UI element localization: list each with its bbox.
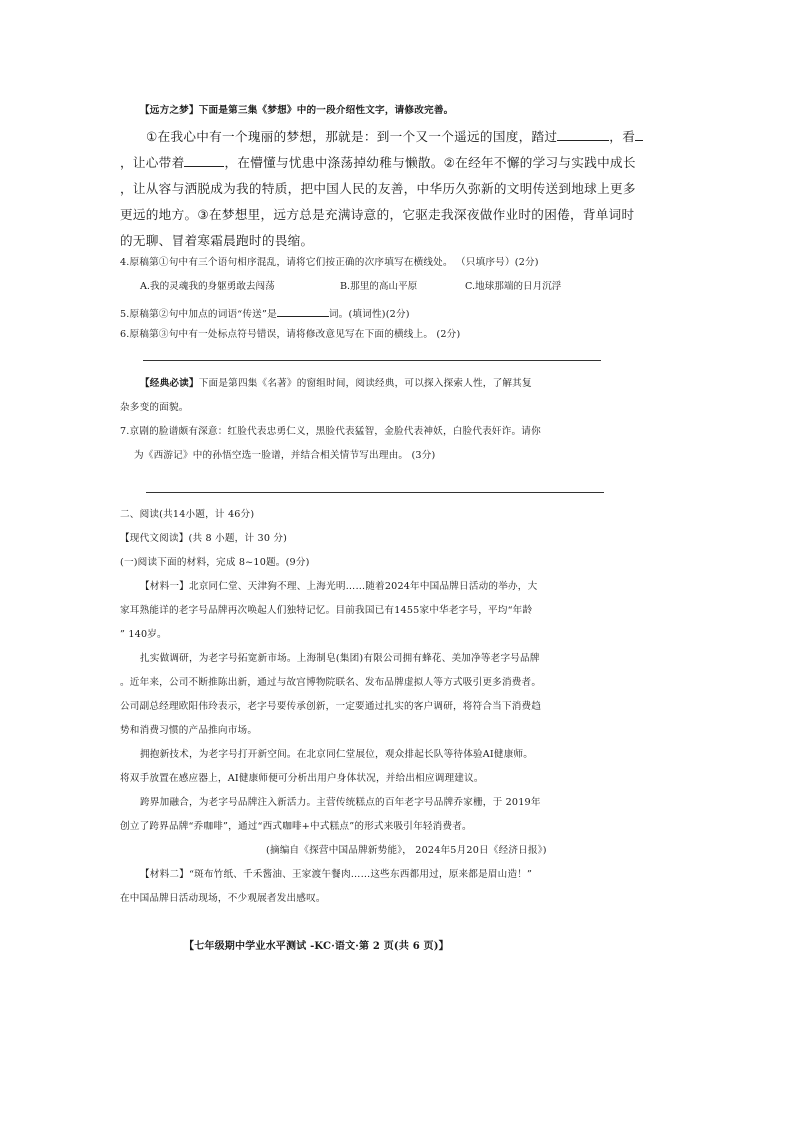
modern-reading-heading: 【现代文阅读】(共 8 小题，计 30 分): [120, 533, 288, 544]
material-1-source: (摘编自《探营中国品牌新势能》， 2024年5月20日《经济日报》): [266, 845, 547, 856]
part-2-heading: 二、阅读(共14小题，计 46分): [120, 509, 255, 520]
far-para-line-2: ，让心带着 ，在懵懂与忧患中涤荡掉幼稚与懒散。②在经年不懈的学习与实践中成长: [120, 155, 636, 170]
far-para-line-3: ，让从容与洒脱成为我的特质，把中国人民的友善，中华历久弥新的文明传送到地球上更多: [120, 181, 636, 196]
material-1-line-10: 跨界加融合，为老字号品牌注入新活力。主营传统糕点的百年老字号品牌乔家栅，于 2019年: [140, 797, 541, 808]
material-1-line-11: 创立了跨界品牌“乔咖啡”，通过“西式咖啡+中式糕点”的形式来吸引年轻消费者。: [120, 821, 472, 832]
far-para-line-5: 的无聊、冒着寒霜晨跑时的畏缩。: [120, 233, 314, 248]
answer-blank-2[interactable]: [635, 128, 643, 141]
material-1-line-5: 。近年来，公司不断推陈出新，通过与故宫博物院联名、发布品牌虚拟人等方式吸引更多消费者。: [120, 677, 542, 688]
question-4: 4.原稿第①句中有三个语句相序混乱，请将它们按正确的次序填写在横线处。 （只填序号）(2分): [120, 257, 539, 268]
material-1-line-3: ” 140岁。: [120, 629, 167, 640]
material-1-line-7: 势和消费习惯的产品推向市场。: [120, 725, 258, 736]
far-dream-title: 【远方之梦】: [140, 105, 199, 116]
q4-option-c: C.地球那端的日月沉浮: [465, 281, 562, 292]
material-2-line-1: 【材料二】“斑布竹纸、千禾酱油、王家渡午餐肉……这些东西都用过，原来都是眉山造！”: [140, 869, 533, 880]
q4-option-b: B.那里的高山平原: [340, 281, 418, 292]
reading-1-instruction: (一)阅读下面的材料，完成 8~10题。(9分): [120, 557, 310, 568]
classic-heading: [140, 377, 532, 391]
page-footer: 【七年级期中学业水平测试 -KC·语文·第 2 页(共 6 页)】: [184, 941, 449, 952]
far-para-line-1: ①在我心中有一个瑰丽的梦想，那就是：到一个又一个遥远的国度，踏过 ，看: [146, 128, 643, 146]
answer-blank-3[interactable]: [184, 154, 224, 167]
material-1-line-8: 拥抱新技术，为老字号打开新空间。在北京同仁堂展位，观众排起长队等待体验AI健康师。: [140, 749, 534, 760]
material-1-line-9: 将双手放置在感应器上，AI健康师便可分析出用户身体状况，并给出相应调理建议。: [120, 773, 484, 784]
material-1-line-2: 家耳熟能详的老字号品牌再次唤起人们独特记忆。目前我国已有1455家中华老字号，平均“年龄: [120, 605, 533, 616]
far-para-line-4: 更远的地方。③在梦想里，远方总是充满诗意的，它驱走我深夜做作业时的困倦，背单词时: [120, 207, 635, 222]
material-1-line-6: 公司副总经理欧阳伟玲表示，老字号要传承创新，一定要通过扎实的客户调研，将符合当下消费趋: [120, 701, 542, 712]
material-2-line-2: 在中国品牌日活动现场，不少观展者发出感叹。: [120, 893, 326, 904]
question-5: 5.原稿第②句中加点的词语“传送”是 词。(填词性)(2分): [120, 304, 410, 322]
q6-answer-line[interactable]: [143, 360, 601, 361]
question-6: 6.原稿第③句中有一处标点符号错误，请将修改意见写在下面的横线上。 (2分): [120, 329, 461, 340]
question-7-line-1: 7.京剧的脸谱颇有深意：红脸代表忠勇仁义，黑脸代表猛智，金脸代表神妖，白脸代表奸诈。请你: [120, 426, 541, 437]
q4-option-a: A.我的灵魂我的身躯勇敢去闯荡: [140, 281, 275, 292]
answer-blank-1[interactable]: [557, 128, 609, 141]
classic-intro-1: 下面是第四集《名著》的窗组时间，阅读经典，可以探入探索人性，了解其复: [198, 378, 532, 389]
question-7-line-2: 为《西游记》中的孙悟空选一脸谱，并结合相关情节写出理由。 (3分): [134, 450, 436, 461]
q7-answer-line[interactable]: [146, 492, 604, 493]
classic-title: 【经典必读】: [140, 378, 199, 389]
far-dream-intro: 下面是第三集《梦想》中的一段介绍性文字，请修改完善。: [198, 105, 454, 116]
material-1-line-1: 【材料一】北京同仁堂、天津狗不理、上海光明……随着2024年中国品牌日活动的举办，大: [140, 581, 538, 592]
classic-intro-2: 杂多变的面貌。: [120, 402, 189, 413]
q5-answer-blank[interactable]: [277, 304, 329, 317]
far-dream-heading: [140, 104, 453, 118]
material-1-line-4: 扎实做调研，为老字号拓宽新市场。上海制皂(集团)有限公司拥有蜂花、美加净等老字号品牌: [140, 653, 540, 664]
